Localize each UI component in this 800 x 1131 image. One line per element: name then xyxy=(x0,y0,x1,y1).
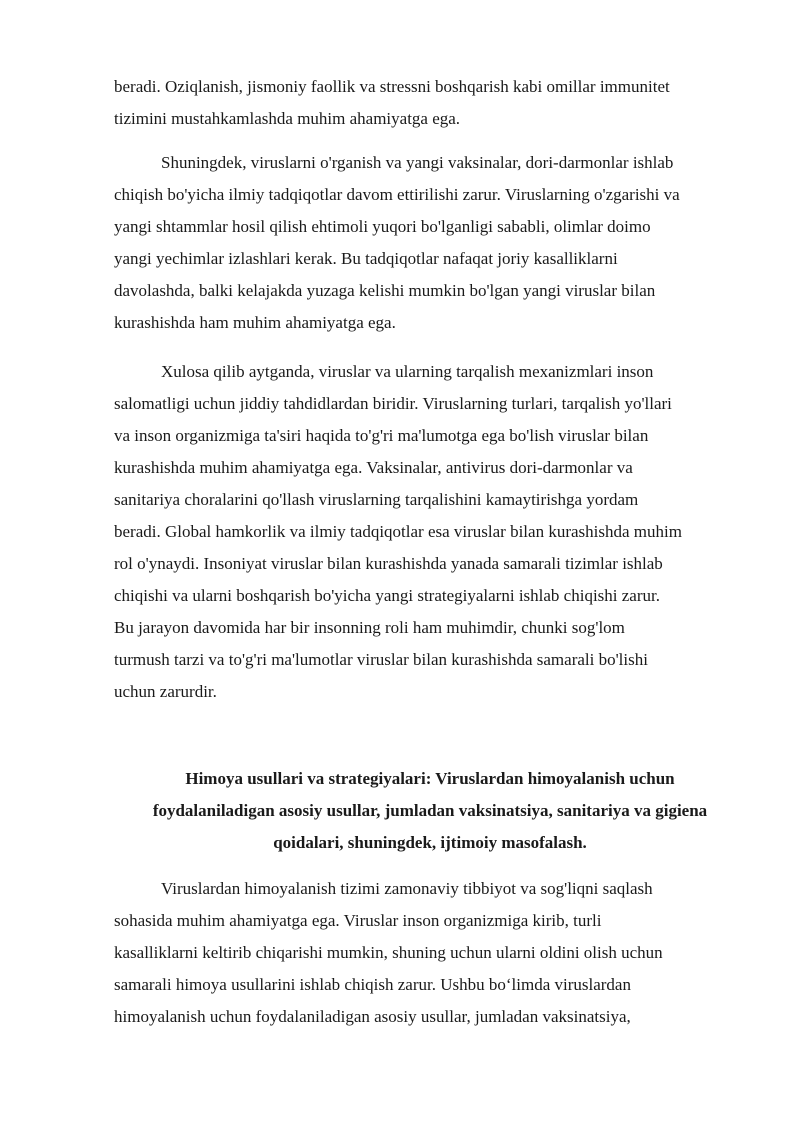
paragraph-line: tizimini mustahkamlashda muhim ahamiyatga ega. xyxy=(114,109,461,128)
paragraph-continuation xyxy=(114,71,754,135)
paragraph-line: samarali himoya usullarini ishlab chiqish zarur. Ushbu bo‘limda viruslardan xyxy=(114,975,631,994)
paragraph-line: davolashda, balki kelajakda yuzaga kelishi mumkin bo'lgan yangi viruslar bilan xyxy=(114,281,656,300)
paragraph-line: kurashishda muhim ahamiyatga ega. Vaksinalar, antivirus dori-darmonlar va xyxy=(114,458,633,477)
heading-line: Himoya usullari va strategiyalari: Viruslardan himoyalanish uchun xyxy=(185,769,675,788)
paragraph-line: chiqishi va ularni boshqarish bo'yicha yangi strategiyalarni ishlab chiqishi zarur. xyxy=(114,586,660,605)
paragraph-line: beradi. Oziqlanish, jismoniy faollik va stressni boshqarish kabi omillar immunitet xyxy=(114,77,670,96)
paragraph-protection xyxy=(114,873,754,1033)
paragraph-line: uchun zarurdir. xyxy=(114,682,217,701)
paragraph-line: kurashishda ham muhim ahamiyatga ega. xyxy=(114,313,396,332)
paragraph-line: rol o'ynaydi. Insoniyat viruslar bilan kurashishda yanada samarali tizimlar ishlab xyxy=(114,554,663,573)
paragraph-line: himoyalanish uchun foydalaniladigan asosiy usullar, jumladan vaksinatsiya, xyxy=(114,1007,631,1026)
paragraph-line: chiqish bo'yicha ilmiy tadqiqotlar davom ettirilishi zarur. Viruslarning o'zgarishi va xyxy=(114,185,680,204)
paragraph-line: yangi shtammlar hosil qilish ehtimoli yuqori bo'lganligi sababli, olimlar doimo xyxy=(114,217,651,236)
paragraph-line: Xulosa qilib aytganda, viruslar va ularning tarqalish mexanizmlari inson xyxy=(161,362,654,381)
paragraph-line: beradi. Global hamkorlik va ilmiy tadqiqotlar esa viruslar bilan kurashishda muhim xyxy=(114,522,682,541)
paragraph-line: kasalliklarni keltirib chiqarishi mumkin, shuning uchun ularni oldini olish uchun xyxy=(114,943,663,962)
paragraph-line: salomatligi uchun jiddiy tahdidlardan biridir. Viruslarning turlari, tarqalish yo'llari xyxy=(114,394,672,413)
paragraph-research xyxy=(114,147,754,339)
paragraph-line: Viruslardan himoyalanish tizimi zamonaviy tibbiyot va sog'liqni saqlash xyxy=(161,879,653,898)
paragraph-conclusion xyxy=(114,356,754,708)
paragraph-line: yangi yechimlar izlashlari kerak. Bu tadqiqotlar nafaqat joriy kasalliklarni xyxy=(114,249,618,268)
paragraph-line: turmush tarzi va to'g'ri ma'lumotlar viruslar bilan kurashishda samarali bo'lishi xyxy=(114,650,648,669)
paragraph-line: sohasida muhim ahamiyatga ega. Viruslar inson organizmiga kirib, turli xyxy=(114,911,602,930)
heading-line: foydalaniladigan asosiy usullar, jumladan vaksinatsiya, sanitariya va gigiena xyxy=(152,801,708,820)
section-heading xyxy=(100,763,760,859)
paragraph-line: Shuningdek, viruslarni o'rganish va yangi vaksinalar, dori-darmonlar ishlab xyxy=(161,153,674,172)
heading-line: qoidalari, shuningdek, ijtimoiy masofalash. xyxy=(273,833,587,852)
paragraph-line: Bu jarayon davomida har bir insonning roli ham muhimdir, chunki sog'lom xyxy=(114,618,625,637)
paragraph-line: va inson organizmiga ta'siri haqida to'g'ri ma'lumotga ega bo'lish viruslar bilan xyxy=(114,426,649,445)
paragraph-line: sanitariya choralarini qo'llash viruslarning tarqalishini kamaytirishga yordam xyxy=(114,490,639,509)
